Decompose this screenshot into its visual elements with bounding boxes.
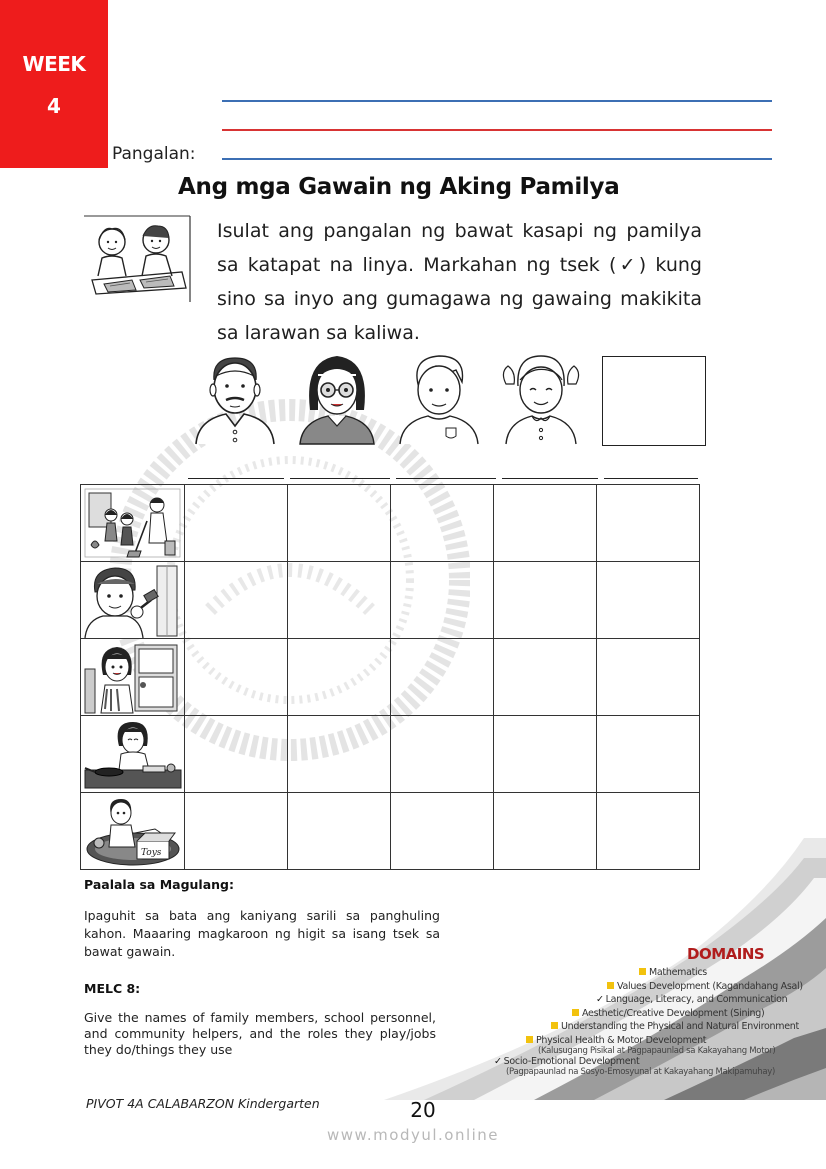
check-cell[interactable] xyxy=(185,639,288,716)
cleaning-yard-icon xyxy=(81,485,184,561)
writing-guide-middle xyxy=(222,129,772,131)
domain-item: Mathematics xyxy=(639,967,707,978)
square-bullet-icon xyxy=(607,982,614,989)
check-cell[interactable] xyxy=(597,485,700,562)
week-label: WEEK xyxy=(22,52,86,76)
chore-image-cell xyxy=(81,716,185,793)
week-badge xyxy=(0,0,108,168)
table-row xyxy=(81,562,700,639)
domain-item: Values Development (Kagandahang Asal) xyxy=(607,981,803,992)
writing-guide-top xyxy=(222,100,772,102)
name-line-sister[interactable] xyxy=(502,478,598,479)
chore-image-cell xyxy=(81,639,185,716)
brother-icon xyxy=(396,350,482,446)
check-cell[interactable] xyxy=(597,562,700,639)
washing-dishes-icon xyxy=(81,639,184,715)
check-cell[interactable] xyxy=(391,639,494,716)
domain-subtitle: (Kalusugang Pisikal at Pagpapaunlad sa Kakayahang Motor) xyxy=(538,1046,776,1056)
check-cell[interactable] xyxy=(597,716,700,793)
check-cell[interactable] xyxy=(185,485,288,562)
check-cell[interactable] xyxy=(494,639,597,716)
square-bullet-icon xyxy=(551,1022,558,1029)
reminder-heading: Paalala sa Magulang: xyxy=(84,877,234,892)
check-cell[interactable] xyxy=(391,485,494,562)
instructions-text: Isulat ang pangalan ng bawat kasapi ng pamilya sa katapat na linya. Markahan ng tsek (✓) kung sino sa inyo ang gumagawa ng gawaing makikita sa larawan sa kaliwa. xyxy=(217,220,702,344)
week-number: 4 xyxy=(47,94,61,118)
toys-box-label: Toys xyxy=(141,848,162,858)
square-bullet-icon xyxy=(572,1009,579,1016)
check-cell[interactable] xyxy=(391,716,494,793)
cooking-icon xyxy=(81,716,184,792)
square-bullet-icon xyxy=(639,968,646,975)
tidying-toys-icon xyxy=(81,793,184,869)
hammering-icon xyxy=(81,562,184,638)
footer-source: PIVOT 4A CALABARZON Kindergarten xyxy=(86,1096,320,1111)
name-line-mother[interactable] xyxy=(290,478,390,479)
checkmark-icon: ✓ xyxy=(494,1056,502,1067)
domain-item: Aesthetic/Creative Development (Sining) xyxy=(572,1008,764,1019)
site-watermark: www.modyul.online xyxy=(326,1126,500,1144)
table-row xyxy=(81,716,700,793)
check-cell[interactable] xyxy=(185,793,288,870)
reminder-text: Ipaguhit sa bata ang kaniyang sarili sa panghuling kahon. Maaaring magkaroon ng higit sa isang tsek sa bawat gawain. xyxy=(84,908,440,959)
check-cell[interactable] xyxy=(597,639,700,716)
check-cell[interactable] xyxy=(494,485,597,562)
writing-guide-baseline[interactable] xyxy=(222,158,772,160)
check-cell[interactable] xyxy=(288,639,391,716)
mother-icon xyxy=(294,350,380,446)
check-cell[interactable] xyxy=(494,562,597,639)
table-row xyxy=(81,485,700,562)
children-reading-icon xyxy=(82,214,192,304)
name-line-self[interactable] xyxy=(604,478,698,479)
domain-item: Understanding the Physical and Natural Environment xyxy=(551,1021,799,1032)
check-cell[interactable] xyxy=(288,485,391,562)
domain-item: ✓ Language, Literacy, and Communication xyxy=(596,994,788,1005)
chore-image-cell xyxy=(81,562,185,639)
domain-item: Physical Health & Motor Development xyxy=(526,1035,706,1046)
check-cell[interactable] xyxy=(288,793,391,870)
checkmark-icon: ✓ xyxy=(596,994,604,1005)
table-row xyxy=(81,639,700,716)
page-number: 20 xyxy=(410,1098,436,1122)
chore-image-cell xyxy=(81,793,185,870)
self-drawing-box[interactable] xyxy=(602,356,706,446)
check-cell[interactable] xyxy=(288,562,391,639)
chores-grid xyxy=(80,484,700,870)
check-cell[interactable] xyxy=(391,562,494,639)
chore-image-cell xyxy=(81,485,185,562)
domains-title: DOMAINS xyxy=(687,945,765,963)
melc-heading: MELC 8: xyxy=(84,981,141,996)
name-label: Pangalan: xyxy=(112,144,196,164)
sister-icon xyxy=(498,350,584,446)
melc-text: Give the names of family members, school personnel, and community helpers, and the roles they play/jobs they do/things they use xyxy=(84,1010,436,1057)
father-icon xyxy=(192,350,278,446)
check-cell[interactable] xyxy=(288,716,391,793)
square-bullet-icon xyxy=(526,1036,533,1043)
check-cell[interactable] xyxy=(494,716,597,793)
domain-item: ✓ Socio-Emotional Development xyxy=(494,1056,640,1067)
name-line-brother[interactable] xyxy=(396,478,496,479)
page-title: Ang mga Gawain ng Aking Pamilya xyxy=(178,174,620,200)
check-cell[interactable] xyxy=(185,716,288,793)
name-line-father[interactable] xyxy=(188,478,284,479)
check-cell[interactable] xyxy=(185,562,288,639)
domain-subtitle: (Pagpapaunlad na Sosyo-Emosyunal at Kakayahang Makipamuhay) xyxy=(506,1067,775,1077)
